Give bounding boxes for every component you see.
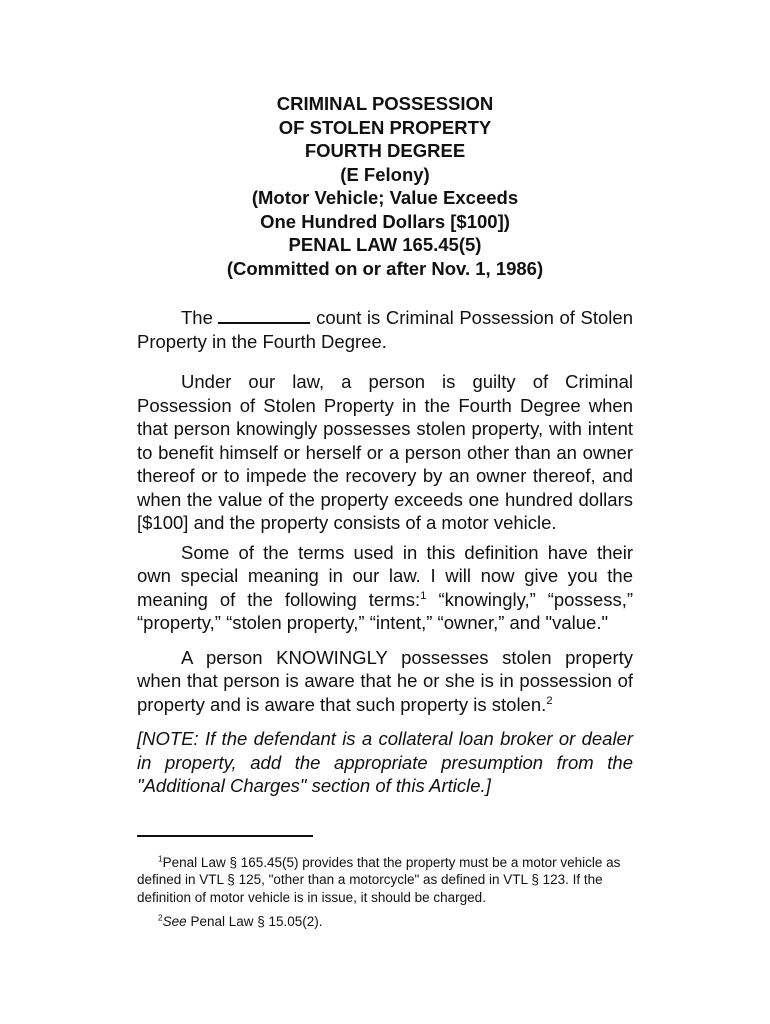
footnote-1 (137, 854, 633, 907)
terms-list-text: Some of the terms used in this definition have their own special meaning in our law. I will now give you the meaning of the following terms: (137, 541, 633, 610)
footnote-ref-2: 2 (546, 694, 553, 707)
document-content (137, 0, 633, 931)
paragraph-knowingly-definition (137, 646, 633, 717)
knowingly-definition-text: A person KNOWINGLY possesses stolen property when that person is aware that he or she is in possession of property and is aware that such property is stolen. (137, 646, 633, 715)
paragraph-terms-list (137, 541, 633, 635)
footnote-2-text: Penal Law § 15.05(2). (186, 914, 323, 929)
footnote-1-marker: 1 (158, 853, 163, 863)
title-line: One Hundred Dollars [$100]) (260, 210, 510, 232)
title-line: FOURTH DEGREE (304, 140, 466, 161)
title-line: OF STOLEN PROPERTY (278, 116, 492, 138)
fill-in-blank-line (218, 322, 310, 324)
paragraph-editor-note: [NOTE: If the defendant is a collateral loan broker or dealer in property, add the appropriate presumption from the "Additional Charges" section of this Article.] (137, 728, 633, 796)
footnotes-section (137, 854, 633, 931)
paragraph-statute-definition: Under our law, a person is guilty of Criminal Possession of Stolen Property in the Fourth Degree when that person knowingly possesses stolen property, with intent to benefit himself or herself or a person other than an owner thereof or to impede the recovery by an owner thereof, and when the value of the property exceeds one hundred dollars [$100] and the property consists of a motor vehicle. (137, 371, 633, 533)
title-line: (Committed on or after Nov. 1, 1986) (226, 257, 544, 279)
footnote-separator-rule (137, 835, 313, 837)
title-line: PENAL LAW 165.45(5) (288, 234, 482, 255)
footnote-2-see: See (162, 914, 187, 929)
footnote-2 (137, 913, 633, 931)
paragraph-count-intro (137, 306, 633, 353)
count-intro-after-blank: count is Criminal Possession of Stolen Property in the Fourth Degree. (137, 307, 633, 352)
title-line: (Motor Vehicle; Value Exceeds (251, 187, 519, 208)
title-line: (E Felony) (340, 163, 430, 185)
terms-list-quoted-terms: “knowingly,” “possess,” “property,” “stolen property,” “intent,” “owner,” and "value." (137, 588, 634, 633)
document-title (137, 0, 633, 280)
footnote-ref-1: 1 (420, 589, 427, 602)
title-line: CRIMINAL POSSESSION (276, 93, 494, 114)
footnote-1-text: Penal Law § 165.45(5) provides that the property must be a motor vehicle as defined in VTL § 125, "other than a motorcycle" as defined in VTL § 123. If the definition of motor vehicle is in issue, it should be charged. (137, 854, 621, 905)
footnote-2-marker: 2 (158, 912, 163, 923)
count-intro-before-blank: The (181, 307, 213, 328)
